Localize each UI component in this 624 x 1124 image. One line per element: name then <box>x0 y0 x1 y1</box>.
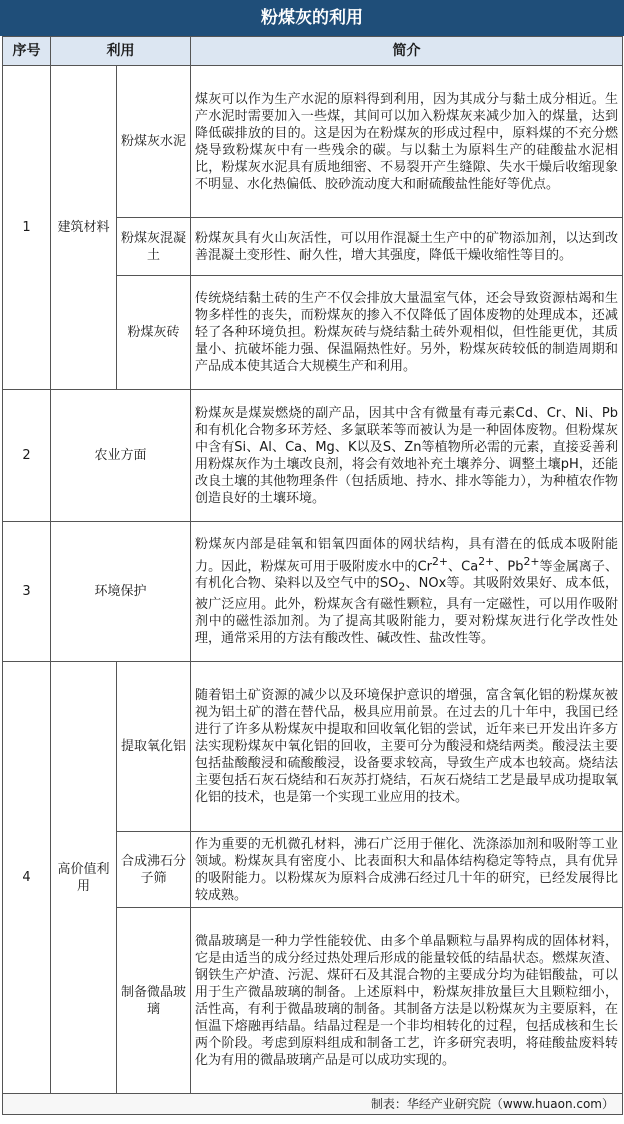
footer-row <box>3 1094 623 1115</box>
table-row <box>3 390 623 522</box>
row-description: 微晶玻璃是一种力学性能较优、由多个单晶颗粒与晶界构成的固体材料，它是由适当的成分经过热处理后形成的能量较低的结晶状态。燃煤灰渣、钢铁生产炉渣、污泥、煤矸石及其混合物的主要成分均为硅铝酸盐，可以用于生产微晶玻璃的制备。上述原料中，粉煤灰排放量巨大且颗粒细小，活性高，有利于微晶玻璃的制备。其制备方法是以粉煤灰为主要原料，在恒温下熔融再结晶。结晶过程是一个非均相转化的过程，包括成核和生长两个阶段。考虑到原料组成和制备工艺，许多研究表明，将硅酸盐废料转化为有用的微晶玻璃产品是可以成功实现的。 <box>191 908 623 1094</box>
table-title: 粉煤灰的利用 <box>0 0 624 36</box>
header-desc: 简介 <box>191 37 623 66</box>
row-category: 农业方面 <box>51 390 191 522</box>
row-subcategory: 粉煤灰混凝土 <box>117 218 191 276</box>
row-category: 环境保护 <box>51 522 191 662</box>
row-index: 1 <box>3 66 51 390</box>
table-row <box>3 66 623 218</box>
row-description: 粉煤灰是煤炭燃烧的副产品，因其中含有微量有毒元素Cd、Cr、Ni、Pb和有机化合物多环芳烃、多氯联苯等而被认为是一种固体废物。但粉煤灰中含有Si、Al、Ca、Mg、K以及S、Zn等植物所必需的元素，直接妥善利用粉煤灰作为土壤改良剂，将会有效地补充土壤养分、调整土壤pH，还能改良土壤的其他物理条件（包括质地、持水、排水等能力），为种植农作物创造良好的土壤环境。 <box>191 390 623 522</box>
row-description: 粉煤灰内部是硅氧和铝氧四面体的网状结构，具有潜在的低成本吸附能力。因此，粉煤灰可用于吸附废水中的$Cr^{2+}$、$Ca^{2+}$、$Pb^{2+}$等金属离子、有机化合物、染料以及空气中的$SO_2$、NOx等。其吸附效果好、成本低，被广泛应用。此外，粉煤灰含有磁性颗粒，具有一定磁性，可以用作吸附剂中的磁性添加剂。为了提高其吸附能力，要对粉煤灰进行化学改性处理，通常采用的方法有酸改性、碱改性、盐改性等。 <box>191 522 623 662</box>
table-row <box>3 522 623 662</box>
header-row <box>3 37 623 66</box>
header-index: 序号 <box>3 37 51 66</box>
header-use: 利用 <box>51 37 191 66</box>
row-subcategory: 合成沸石分子筛 <box>117 832 191 908</box>
table-row <box>3 662 623 832</box>
row-subcategory: 粉煤灰砖 <box>117 276 191 390</box>
row-subcategory: 粉煤灰水泥 <box>117 66 191 218</box>
row-category: 高价值利用 <box>51 662 117 1094</box>
source-credit: 制表：华经产业研究院（www.huaon.com） <box>3 1094 623 1115</box>
row-category: 建筑材料 <box>51 66 117 390</box>
row-description: 传统烧结黏土砖的生产不仅会排放大量温室气体，还会导致资源枯竭和生物多样性的丧失，而粉煤灰的掺入不仅降低了固体废物的处理成本，还减轻了各种环境负担。粉煤灰砖与烧结黏土砖外观相似，但性能更优，其质量小、抗破坏能力强、保温隔热性好。另外，粉煤灰砖较低的制造周期和产品成本使其适合大规模生产和利用。 <box>191 276 623 390</box>
row-subcategory: 提取氧化铝 <box>117 662 191 832</box>
row-index: 2 <box>3 390 51 522</box>
row-description: 粉煤灰具有火山灰活性，可以用作混凝土生产中的矿物添加剂，以达到改善混凝土变形性、耐久性，增大其强度，降低干燥收缩性等目的。 <box>191 218 623 276</box>
fly-ash-usage-table <box>2 36 623 1115</box>
row-subcategory: 制备微晶玻璃 <box>117 908 191 1094</box>
row-index: 3 <box>3 522 51 662</box>
row-description: 作为重要的无机微孔材料，沸石广泛用于催化、洗涤添加剂和吸附等工业领域。粉煤灰具有密度小、比表面积大和晶体结构稳定等特点，具有优异的吸附能力。以粉煤灰为原料合成沸石经过几十年的研究，已经发展得比较成熟。 <box>191 832 623 908</box>
row-description: 煤灰可以作为生产水泥的原料得到利用，因为其成分与黏土成分相近。生产水泥时需要加入一些煤，其间可以加入粉煤灰来减少加入的煤量，达到降低碳排放的目的。这是因为在粉煤灰的形成过程中，原料煤的不充分燃烧导致粉煤灰中有一些残余的碳。与以黏土为原料生产的硅酸盐水泥相比，粉煤灰水泥具有质地细密、不易裂开产生缝隙、失水干燥后收缩现象不明显、水化热偏低、胶砂流动度大和耐硫酸盐性能好等优点。 <box>191 66 623 218</box>
row-description: 随着铝土矿资源的减少以及环境保护意识的增强，富含氧化铝的粉煤灰被视为铝土矿的潜在替代品，极具应用前景。在过去的几十年中，我国已经进行了许多从粉煤灰中提取和回收氧化铝的尝试，近年来已开发出许多方法实现粉煤灰中氧化铝的回收，主要可分为酸浸和烧结两类。酸浸法主要包括盐酸酸浸和硫酸酸浸，设备要求较高，导致生产成本也较高。烧结法主要包括石灰石烧结和石灰苏打烧结，石灰石烧结工艺是最早成功提取氧化铝的技术，也是第一个实现工业应用的技术。 <box>191 662 623 832</box>
row-index: 4 <box>3 662 51 1094</box>
